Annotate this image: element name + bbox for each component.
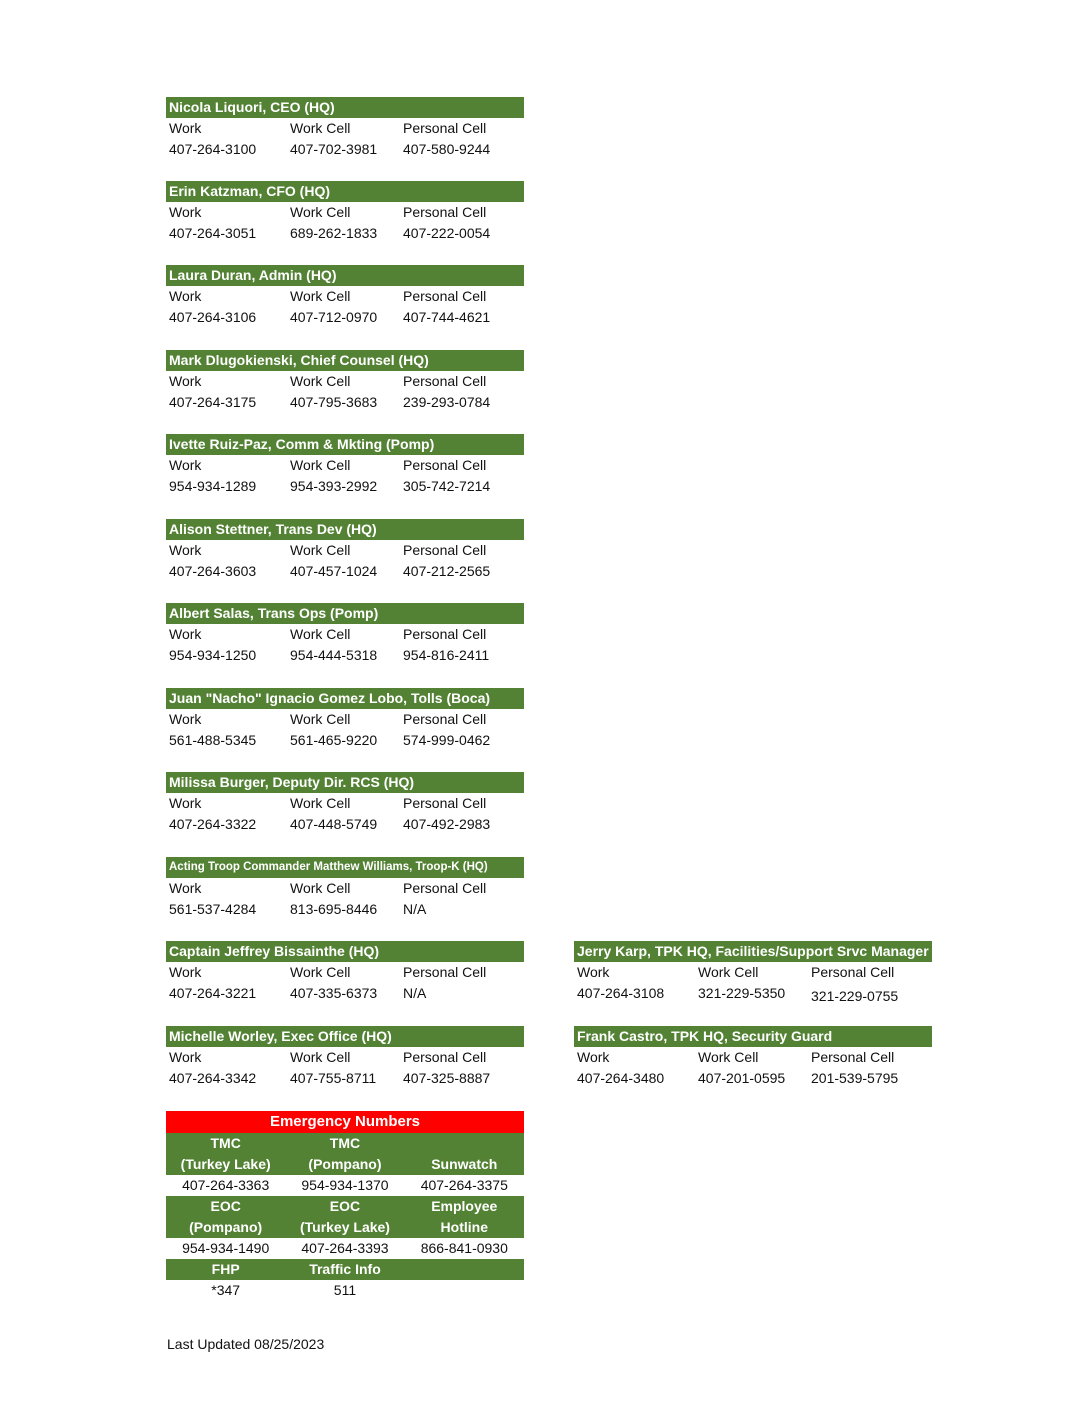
personal-cell-label: Personal Cell bbox=[403, 795, 487, 811]
header-line: (Turkey Lake) bbox=[180, 1156, 271, 1172]
contact-block bbox=[166, 772, 524, 836]
contact-name: Ivette Ruiz-Paz, Comm & Mkting (Pomp) bbox=[166, 434, 524, 455]
work-cell-label: Work Cell bbox=[290, 457, 351, 473]
emergency-numbers-table bbox=[166, 1111, 524, 1301]
work-label: Work bbox=[169, 1049, 202, 1065]
emergency-header-cell bbox=[166, 1259, 285, 1280]
work-label: Work bbox=[169, 795, 202, 811]
header-line: (Pompano) bbox=[308, 1156, 382, 1172]
personal-cell-label: Personal Cell bbox=[403, 626, 487, 642]
personal-cell-label: Personal Cell bbox=[403, 457, 487, 473]
contact-name: Albert Salas, Trans Ops (Pomp) bbox=[166, 603, 524, 624]
contact-name: Captain Jeffrey Bissainthe (HQ) bbox=[166, 941, 524, 962]
work-label: Work bbox=[169, 457, 202, 473]
contact-block bbox=[166, 941, 524, 1005]
work-cell-number: 407-795-3683 bbox=[290, 394, 378, 410]
header-line: EOC bbox=[329, 1198, 361, 1214]
work-label: Work bbox=[577, 1049, 610, 1065]
work-cell-number: 407-335-6373 bbox=[290, 985, 378, 1001]
work-label: Work bbox=[169, 542, 202, 558]
work-cell-number: 407-712-0970 bbox=[290, 309, 378, 325]
work-cell-number: 407-201-0595 bbox=[698, 1070, 786, 1086]
contact-block bbox=[166, 350, 524, 414]
work-number: 954-934-1250 bbox=[169, 647, 257, 663]
contact-name: Erin Katzman, CFO (HQ) bbox=[166, 181, 524, 202]
emergency-number bbox=[405, 1280, 524, 1301]
work-number: 407-264-3106 bbox=[169, 309, 257, 325]
work-cell-label: Work Cell bbox=[698, 964, 759, 980]
emergency-value-row bbox=[166, 1238, 524, 1259]
work-cell-label: Work Cell bbox=[290, 204, 351, 220]
contact-name: Milissa Burger, Deputy Dir. RCS (HQ) bbox=[166, 772, 524, 793]
emergency-number: 954-934-1370 bbox=[301, 1177, 389, 1193]
work-number: 561-488-5345 bbox=[169, 732, 257, 748]
contact-block bbox=[166, 97, 524, 161]
work-cell-number: 954-444-5318 bbox=[290, 647, 378, 663]
work-cell-number: 407-755-8711 bbox=[290, 1070, 377, 1086]
work-cell-label: Work Cell bbox=[290, 964, 351, 980]
emergency-header-row bbox=[166, 1259, 524, 1280]
contact-block bbox=[166, 434, 524, 498]
work-cell-number: 321-229-5350 bbox=[698, 985, 786, 1001]
contact-block bbox=[166, 688, 524, 752]
personal-cell-label: Personal Cell bbox=[403, 373, 487, 389]
emergency-number: *347 bbox=[211, 1282, 241, 1298]
personal-cell-label: Personal Cell bbox=[811, 964, 895, 980]
personal-cell-number: 407-212-2565 bbox=[403, 563, 491, 579]
emergency-number: 511 bbox=[333, 1282, 357, 1298]
emergency-value-row bbox=[166, 1280, 524, 1301]
contact-name: Alison Stettner, Trans Dev (HQ) bbox=[166, 519, 524, 540]
personal-cell-number: 407-492-2983 bbox=[403, 816, 491, 832]
personal-cell-label: Personal Cell bbox=[403, 1049, 487, 1065]
header-line: TMC bbox=[329, 1135, 361, 1151]
work-number: 407-264-3221 bbox=[169, 985, 257, 1001]
work-number: 407-264-3175 bbox=[169, 394, 257, 410]
header-line: Employee bbox=[431, 1198, 498, 1214]
work-number: 561-537-4284 bbox=[169, 901, 257, 917]
contact-block bbox=[574, 941, 932, 1005]
work-cell-number: 407-457-1024 bbox=[290, 563, 378, 579]
last-updated: Last Updated 08/25/2023 bbox=[167, 1336, 325, 1352]
emergency-title: Emergency Numbers bbox=[166, 1111, 524, 1133]
personal-cell-label: Personal Cell bbox=[403, 542, 487, 558]
contact-name: Frank Castro, TPK HQ, Security Guard bbox=[574, 1026, 932, 1047]
emergency-header-row bbox=[166, 1196, 524, 1238]
work-label: Work bbox=[169, 964, 202, 980]
personal-cell-number: 305-742-7214 bbox=[403, 478, 491, 494]
emergency-header-cell bbox=[405, 1133, 524, 1175]
work-number: 954-934-1289 bbox=[169, 478, 257, 494]
work-cell-number: 954-393-2992 bbox=[290, 478, 378, 494]
work-number: 407-264-3322 bbox=[169, 816, 257, 832]
contact-name: Nicola Liquori, CEO (HQ) bbox=[166, 97, 524, 118]
contact-name: Laura Duran, Admin (HQ) bbox=[166, 265, 524, 286]
header-line: FHP bbox=[211, 1261, 240, 1277]
contact-block bbox=[166, 1026, 524, 1090]
header-line: Traffic Info bbox=[309, 1261, 381, 1277]
personal-cell-number: 407-222-0054 bbox=[403, 225, 491, 241]
work-label: Work bbox=[169, 288, 202, 304]
personal-cell-number: 574-999-0462 bbox=[403, 732, 491, 748]
work-label: Work bbox=[169, 626, 202, 642]
emergency-number: 407-264-3393 bbox=[301, 1240, 389, 1256]
work-cell-label: Work Cell bbox=[290, 1049, 351, 1065]
work-label: Work bbox=[169, 373, 202, 389]
emergency-number: 407-264-3363 bbox=[182, 1177, 270, 1193]
emergency-header-cell bbox=[285, 1259, 404, 1280]
personal-cell-number: 201-539-5795 bbox=[811, 1070, 899, 1086]
work-cell-label: Work Cell bbox=[290, 626, 351, 642]
personal-cell-label: Personal Cell bbox=[811, 1049, 895, 1065]
personal-cell-number: 407-325-8887 bbox=[403, 1070, 491, 1086]
work-label: Work bbox=[169, 120, 202, 136]
work-cell-label: Work Cell bbox=[290, 880, 351, 896]
header-line: (Turkey Lake) bbox=[299, 1219, 390, 1235]
work-label: Work bbox=[577, 964, 610, 980]
header-line: TMC bbox=[210, 1135, 241, 1151]
work-number: 407-264-3108 bbox=[577, 985, 665, 1001]
work-number: 407-264-3342 bbox=[169, 1070, 257, 1086]
personal-cell-label: Personal Cell bbox=[403, 204, 487, 220]
emergency-number: 407-264-3375 bbox=[420, 1177, 508, 1193]
personal-cell-number: 321-229-0755 bbox=[811, 988, 899, 1004]
contact-name: Jerry Karp, TPK HQ, Facilities/Support Srvc Manager bbox=[574, 941, 932, 962]
work-cell-label: Work Cell bbox=[290, 711, 351, 727]
work-number: 407-264-3480 bbox=[577, 1070, 665, 1086]
contact-block bbox=[166, 857, 524, 921]
personal-cell-number: N/A bbox=[403, 985, 427, 1001]
contact-name: Mark Dlugokienski, Chief Counsel (HQ) bbox=[166, 350, 524, 371]
contact-block bbox=[166, 603, 524, 667]
personal-cell-number: 239-293-0784 bbox=[403, 394, 491, 410]
personal-cell-number: 407-580-9244 bbox=[403, 141, 491, 157]
emergency-header-cell bbox=[166, 1133, 285, 1175]
emergency-value-row bbox=[166, 1175, 524, 1196]
emergency-header-cell bbox=[285, 1196, 404, 1238]
personal-cell-label: Personal Cell bbox=[403, 964, 487, 980]
work-label: Work bbox=[169, 880, 202, 896]
work-cell-number: 561-465-9220 bbox=[290, 732, 378, 748]
personal-cell-label: Personal Cell bbox=[403, 880, 487, 896]
work-cell-label: Work Cell bbox=[290, 120, 351, 136]
work-label: Work bbox=[169, 204, 202, 220]
contact-name: Juan "Nacho" Ignacio Gomez Lobo, Tolls (Boca) bbox=[166, 688, 524, 709]
contact-block bbox=[166, 181, 524, 245]
work-number: 407-264-3051 bbox=[169, 225, 257, 241]
personal-cell-number: 954-816-2411 bbox=[403, 647, 490, 663]
work-cell-label: Work Cell bbox=[698, 1049, 759, 1065]
emergency-header-cell bbox=[405, 1196, 524, 1238]
personal-cell-label: Personal Cell bbox=[403, 711, 487, 727]
work-cell-number: 407-702-3981 bbox=[290, 141, 378, 157]
contact-block bbox=[166, 265, 524, 329]
personal-cell-number: N/A bbox=[403, 901, 427, 917]
contact-name: Michelle Worley, Exec Office (HQ) bbox=[166, 1026, 524, 1047]
work-cell-label: Work Cell bbox=[290, 288, 351, 304]
header-line: Hotline bbox=[440, 1219, 488, 1235]
work-number: 407-264-3100 bbox=[169, 141, 257, 157]
work-cell-number: 813-695-8446 bbox=[290, 901, 378, 917]
work-cell-label: Work Cell bbox=[290, 542, 351, 558]
header-line: EOC bbox=[210, 1198, 241, 1214]
emergency-number: 954-934-1490 bbox=[182, 1240, 270, 1256]
personal-cell-number: 407-744-4621 bbox=[403, 309, 491, 325]
work-cell-label: Work Cell bbox=[290, 795, 351, 811]
emergency-header-cell bbox=[285, 1133, 404, 1175]
contact-name: Acting Troop Commander Matthew Williams, Troop-K (HQ) bbox=[166, 857, 524, 878]
emergency-header-cell bbox=[405, 1259, 524, 1280]
work-cell-number: 407-448-5749 bbox=[290, 816, 378, 832]
emergency-number: 866-841-0930 bbox=[420, 1240, 508, 1256]
emergency-header-cell bbox=[166, 1196, 285, 1238]
header-line: Sunwatch bbox=[431, 1156, 498, 1172]
work-number: 407-264-3603 bbox=[169, 563, 257, 579]
work-cell-number: 689-262-1833 bbox=[290, 225, 378, 241]
emergency-header-row bbox=[166, 1133, 524, 1175]
contact-block bbox=[574, 1026, 932, 1090]
personal-cell-label: Personal Cell bbox=[403, 288, 487, 304]
contact-block bbox=[166, 519, 524, 583]
work-label: Work bbox=[169, 711, 202, 727]
header-line: (Pompano) bbox=[189, 1219, 263, 1235]
personal-cell-label: Personal Cell bbox=[403, 120, 487, 136]
work-cell-label: Work Cell bbox=[290, 373, 351, 389]
